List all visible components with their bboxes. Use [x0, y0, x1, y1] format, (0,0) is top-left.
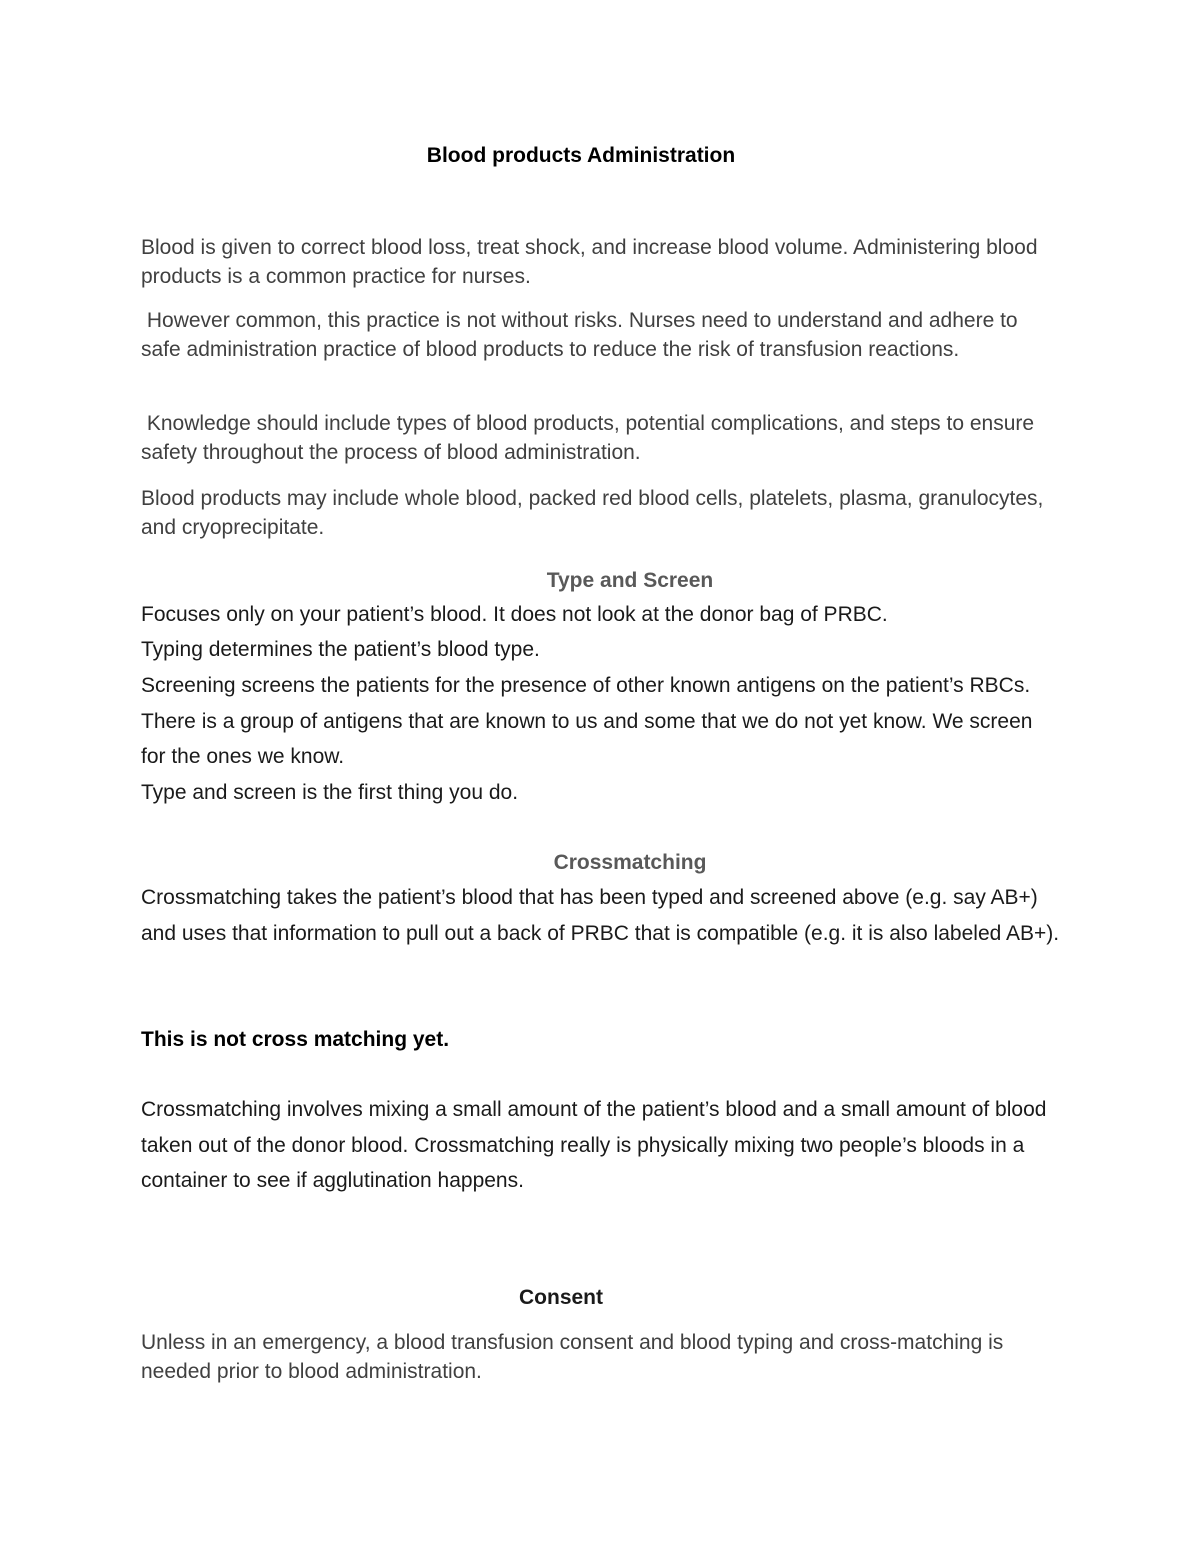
intro-paragraph-3: Knowledge should include types of blood products, potential complications, and steps to ensure safety throughout the process of blood administration. [141, 412, 1040, 464]
crossmatching-paragraph-1: Crossmatching takes the patient’s blood that has been typed and screened above (e.g. say AB+) and uses that information to pull out a back of PRBC that is compatible (e.g. it is also labeled AB+). [141, 886, 1060, 945]
section-heading-consent: Consent [519, 1286, 603, 1309]
crossmatching-emphasis: This is not cross matching yet. [141, 1028, 450, 1051]
type-screen-line-2: Typing determines the patient’s blood type. [141, 638, 540, 661]
crossmatching-paragraph-2: Crossmatching involves mixing a small amount of the patient’s blood and a small amount of blood taken out of the donor blood. Crossmatching really is physically mixing two people’s bloods in a container to see if agglutination happens. [141, 1098, 1053, 1192]
type-screen-line-4: Type and screen is the first thing you do. [141, 781, 519, 804]
intro-paragraph-4: Blood products may include whole blood, packed red blood cells, platelets, plasma, granulocytes, and cryoprecipitate. [141, 487, 1050, 539]
type-screen-line-1: Focuses only on your patient’s blood. It does not look at the donor bag of PRBC. [141, 603, 888, 626]
section-heading-crossmatching: Crossmatching [553, 851, 707, 874]
consent-paragraph: Unless in an emergency, a blood transfusion consent and blood typing and cross-matching is needed prior to blood administration. [141, 1331, 1010, 1383]
intro-paragraph-2: However common, this practice is not without risks. Nurses need to understand and adhere to safe administration practice of blood products to reduce the risk of transfusion reactions. [141, 309, 1024, 361]
intro-paragraph-1: Blood is given to correct blood loss, treat shock, and increase blood volume. Administering blood products is a common practice for nurses. [141, 236, 1044, 288]
type-screen-line-3: Screening screens the patients for the presence of other known antigens on the patient’s RBCs. There is a group of antigens that are known to us and some that we do not yet know. We screen for the ones we know. [141, 674, 1039, 768]
document-title: Blood products Administration [426, 144, 736, 167]
section-heading-type-and-screen: Type and Screen [546, 569, 714, 592]
